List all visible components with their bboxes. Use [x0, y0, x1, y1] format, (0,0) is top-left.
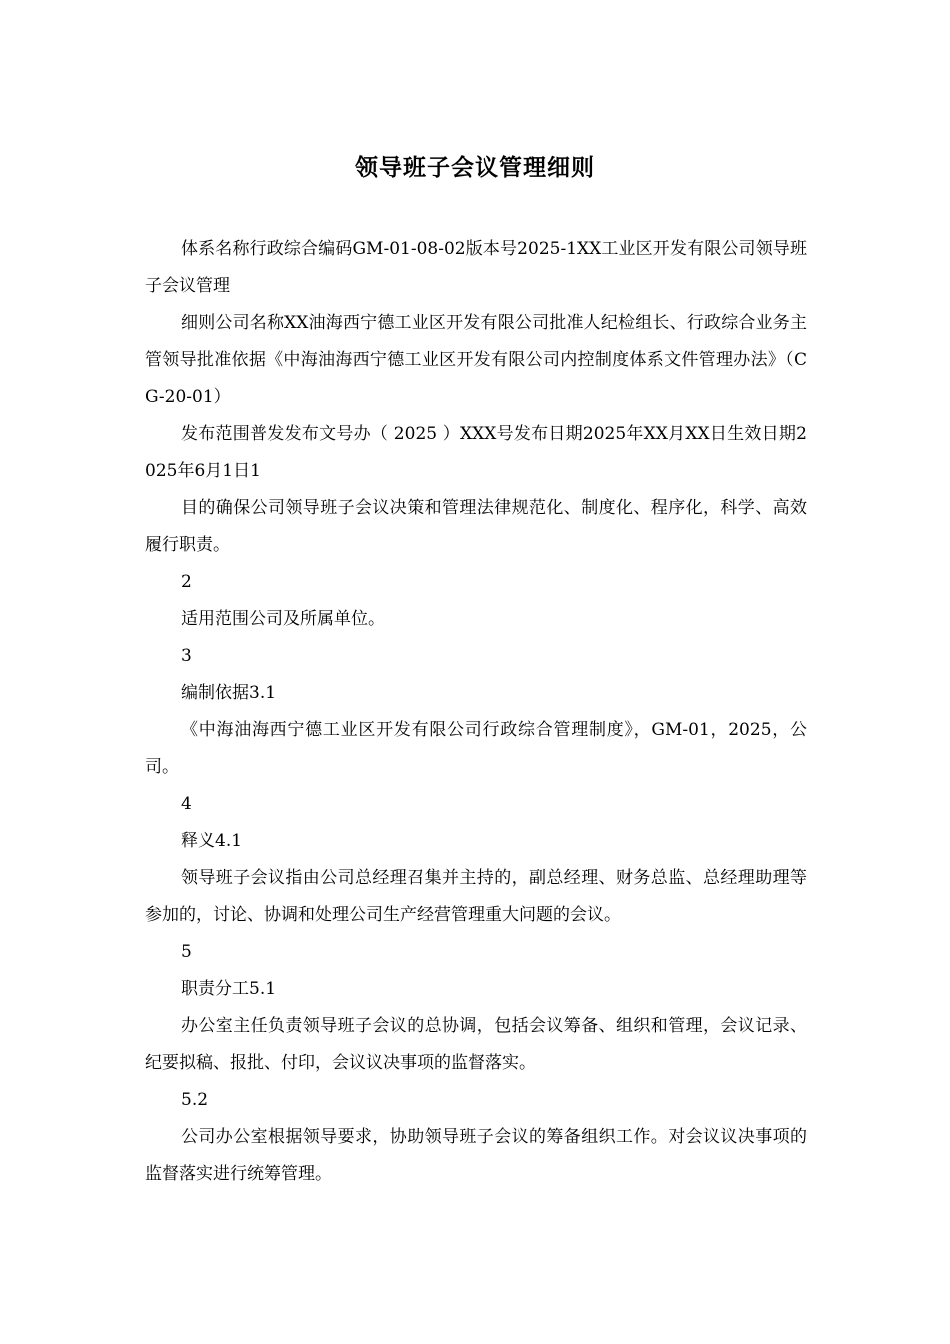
paragraph-purpose: 目的确保公司领导班子会议决策和管理法律规范化、制度化、程序化，科学、高效履行职责。 — [145, 498, 807, 555]
paragraph-duties-office: 公司办公室根据领导要求，协助领导班子会议的筹备组织工作。对会议议决事项的监督落实进行统筹管理。 — [145, 1127, 807, 1184]
section-number-3: 3 — [181, 646, 192, 666]
paragraph-company-approval: 细则公司名称XX油海西宁德工业区开发有限公司批准人纪检组长、行政综合业务主管领导批准依据《中海油海西宁德工业区开发有限公司内控制度体系文件管理办法》（CG-20-01） — [145, 313, 807, 407]
paragraph-definition: 领导班子会议指由公司总经理召集并主持的，副总经理、财务总监、总经理助理等参加的，讨论、协调和处理公司生产经营管理重大问题的会议。 — [145, 868, 807, 925]
paragraph-duties-heading: 职责分工5.1 — [181, 979, 277, 999]
paragraph-definition-heading: 释义4.1 — [181, 831, 243, 851]
section-number-2: 2 — [181, 572, 192, 592]
section-number-5: 5 — [181, 942, 192, 962]
section-number-5-2: 5.2 — [181, 1090, 209, 1110]
paragraph-basis-heading: 编制依据3.1 — [181, 683, 277, 703]
paragraph-release-info: 发布范围普发发布文号办（ 2025 ）XXX号发布日期2025年XX月XX日生效日期2025年6月1日1 — [145, 424, 807, 481]
paragraph-system-info: 体系名称行政综合编码GM-01-08-02版本号2025-1XX工业区开发有限公司领导班子会议管理 — [145, 239, 807, 296]
document-body — [145, 231, 807, 1193]
section-number-4: 4 — [181, 794, 192, 814]
paragraph-duties-office-director: 办公室主任负责领导班子会议的总协调，包括会议筹备、组织和管理，会议记录、纪要拟稿、报批、付印，会议议决事项的监督落实。 — [145, 1016, 807, 1073]
paragraph-scope: 适用范围公司及所属单位。 — [181, 609, 385, 629]
document-title: 领导班子会议管理细则 — [355, 154, 595, 181]
paragraph-basis-reference: 《中海油海西宁德工业区开发有限公司行政综合管理制度》，GM-01，2025，公司。 — [145, 720, 807, 777]
